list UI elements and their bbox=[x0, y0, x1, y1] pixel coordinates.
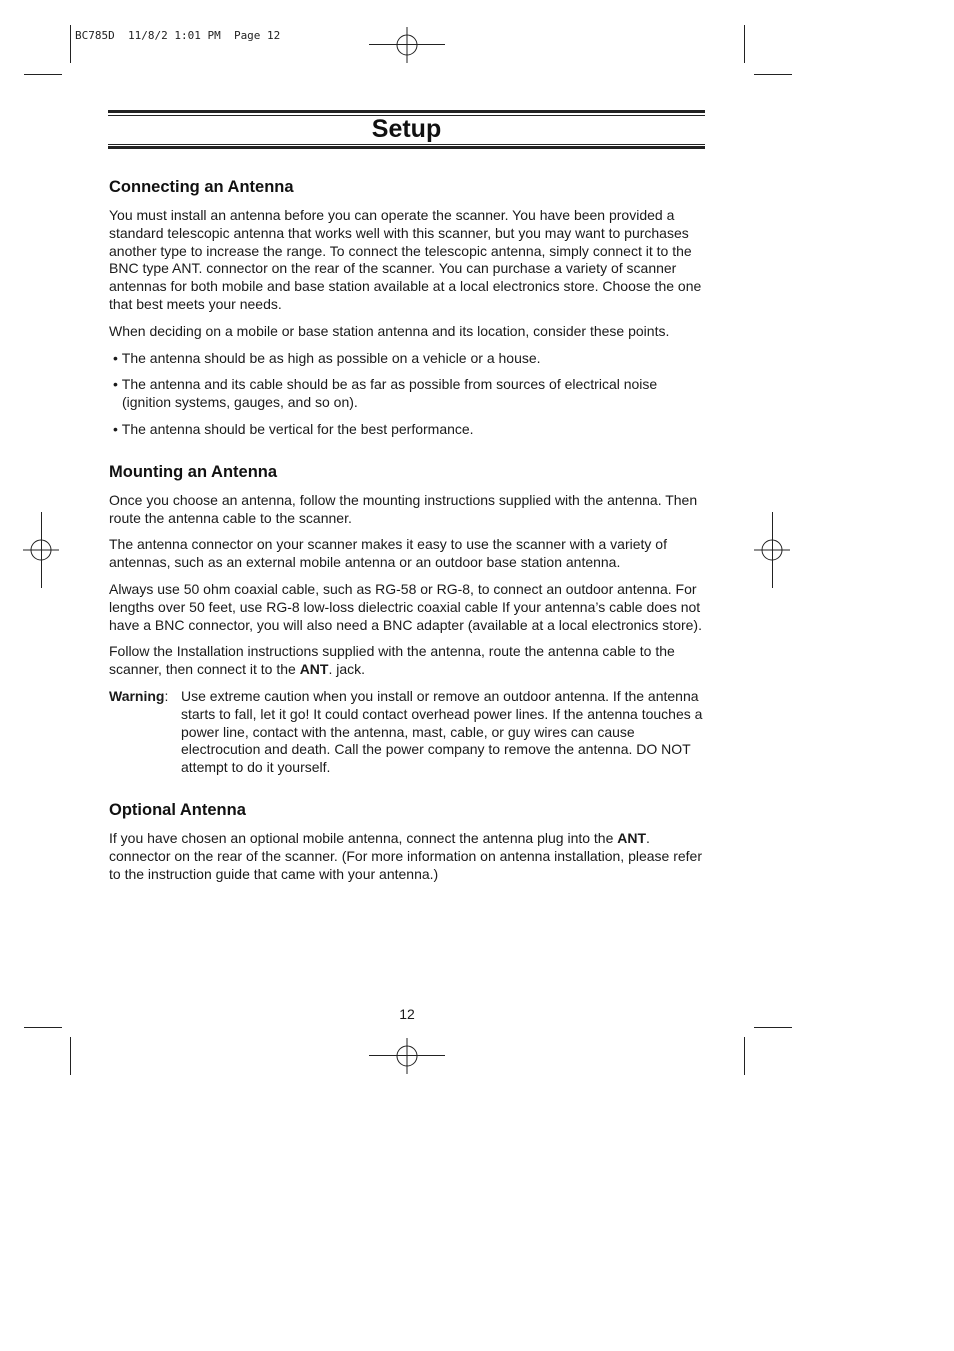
list-item: • The antenna should be as high as possible on a vehicle or a house. bbox=[109, 350, 709, 368]
text-run: . jack. bbox=[328, 661, 366, 678]
registration-mark-bottom-icon bbox=[389, 1038, 425, 1074]
page-content bbox=[109, 176, 709, 905]
text-run: Follow the Installation instructions supplied with the antenna, route the antenna cable to the scanner, then connect it to the bbox=[109, 643, 675, 678]
section-heading: Optional Antenna bbox=[109, 800, 246, 819]
crop-mark-bottom-right-h bbox=[754, 1027, 792, 1028]
warning-text: Use extreme caution when you install or remove an outdoor antenna. If the antenna starts to fall, let it go! It could contact overhead power lines. If the antenna touches a power line, contact with the antenna, mast, cable, or guy wires can cause electrocution and death. Call the power company to remove the antenna. DO NOT attempt to do it yourself. bbox=[181, 687, 703, 776]
list-item: • The antenna should be vertical for the best performance. bbox=[109, 421, 709, 439]
registration-mark-top-icon bbox=[389, 27, 425, 63]
reg-mark-left-line bbox=[41, 512, 42, 588]
ant-jack-label: ANT bbox=[299, 661, 329, 678]
crop-mark-top-right-h bbox=[754, 74, 792, 75]
page-title: Setup bbox=[371, 115, 442, 143]
paragraph bbox=[109, 830, 709, 883]
section-optional-antenna bbox=[109, 799, 709, 883]
crop-mark-bottom-right-v bbox=[744, 1037, 745, 1075]
ant-connector-label: ANT bbox=[617, 829, 647, 846]
crop-mark-top-left-v bbox=[70, 25, 71, 63]
title-rule-bottom-thin bbox=[108, 144, 705, 145]
crop-mark-bottom-left-v bbox=[70, 1037, 71, 1075]
crop-mark-top-right-v bbox=[744, 25, 745, 63]
paragraph: You must install an antenna before you can operate the scanner. You have been provided a standard telescopic antenna that works well with this scanner, but you may want to purchases another type to increase the range. To connect the telescopic antenna, simply connect it to the BNC type ANT. connector on the rear of the scanner. You can purchase a variety of scanner antennas for both mobile and base station available at a local electronics store. Choose the one that best meets your needs. bbox=[109, 207, 702, 312]
section-heading: Mounting an Antenna bbox=[109, 462, 278, 481]
section-connecting-antenna bbox=[109, 176, 709, 439]
page-number: 12 bbox=[399, 1006, 415, 1022]
section-heading: Connecting an Antenna bbox=[109, 178, 294, 196]
warning-label: Warning bbox=[109, 687, 165, 704]
paragraph: Once you choose an antenna, follow the mounting instructions supplied with the antenna. Then route the antenna cable to the scanner. bbox=[109, 491, 698, 526]
paragraph: The antenna connector on your scanner makes it easy to use the scanner with a variety of antennas, such as an external mobile antenna or an outdoor base station antenna. bbox=[109, 536, 667, 571]
section-mounting-antenna bbox=[109, 461, 709, 777]
crop-mark-bottom-left-h bbox=[24, 1027, 62, 1028]
warning-note bbox=[109, 688, 709, 777]
reg-mark-right-line bbox=[772, 512, 773, 588]
list-item: • The antenna and its cable should be as far as possible from sources of electrical noise (ignition systems, gauges, and so on). bbox=[109, 376, 709, 412]
crop-mark-top-left-h bbox=[24, 74, 62, 75]
text-run: If you have chosen an optional mobile antenna, connect the antenna plug into the bbox=[109, 829, 618, 846]
warning-colon: : bbox=[164, 687, 169, 704]
title-rule-bottom-thick bbox=[108, 146, 705, 149]
warning-label-cell bbox=[109, 688, 181, 777]
text-run: . connector on the rear of the scanner. (For more information on antenna installation, please refer to the instruction guide that came with your antenna.) bbox=[109, 829, 703, 882]
paragraph: When deciding on a mobile or base station antenna and its location, consider these points. bbox=[109, 322, 670, 339]
print-slug: BC785D 11/8/2 1:01 PM Page 12 bbox=[75, 29, 281, 42]
paragraph bbox=[109, 643, 709, 679]
paragraph: Always use 50 ohm coaxial cable, such as RG-58 or RG-8, to connect an outdoor antenna. For lengths over 50 feet, use RG-8 low-loss dielectric coaxial cable If your antenna’s cable does not have a BNC connector, you will also need a BNC adapter (available at a local electronics store). bbox=[109, 580, 702, 633]
bullet-list bbox=[109, 350, 709, 439]
